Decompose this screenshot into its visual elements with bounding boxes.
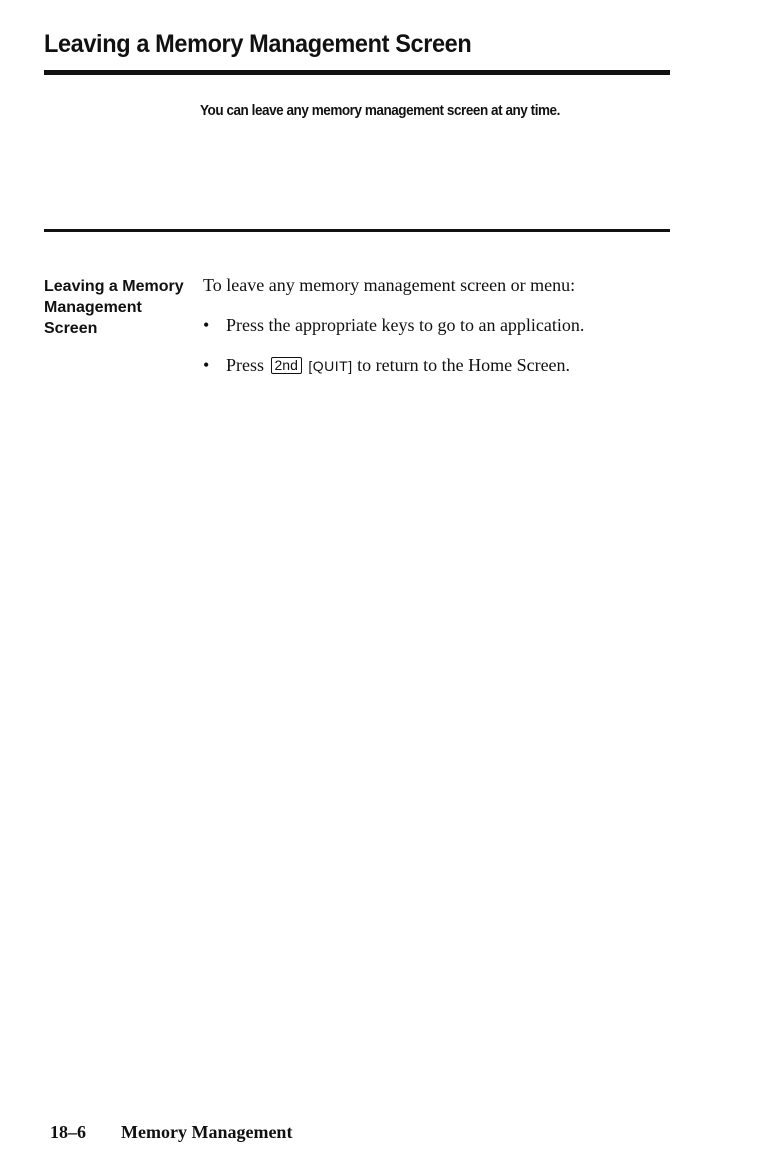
quit-label: [QUIT] [308, 358, 353, 374]
section-rule [44, 229, 670, 232]
list-item [203, 354, 683, 377]
side-heading-line1: Leaving a Memory [44, 278, 184, 295]
side-heading-line2: Management [44, 299, 142, 316]
page-number: 18–6 [50, 1122, 86, 1142]
body-text [203, 274, 683, 395]
side-heading-line3: Screen [44, 320, 98, 337]
side-heading [44, 276, 196, 339]
chapter-title: Memory Management [121, 1122, 293, 1142]
header-rule [44, 70, 670, 75]
bullet-list [203, 314, 683, 377]
bullet-icon: • [203, 315, 210, 335]
page-title: Leaving a Memory Management Screen [44, 30, 472, 58]
bullet-text-start: Press [226, 355, 265, 375]
bullet-text: Press the appropriate keys to go to an application. [226, 315, 585, 335]
list-item [203, 314, 683, 336]
second-key-icon: 2nd [271, 357, 302, 374]
bullet-text-end: to return to the Home Screen. [357, 355, 571, 375]
section-summary: You can leave any memory management screen at any time. [200, 102, 560, 119]
bullet-icon: • [203, 355, 210, 375]
intro-text: To leave any memory management screen or menu: [203, 275, 576, 295]
page-footer [50, 1122, 292, 1143]
